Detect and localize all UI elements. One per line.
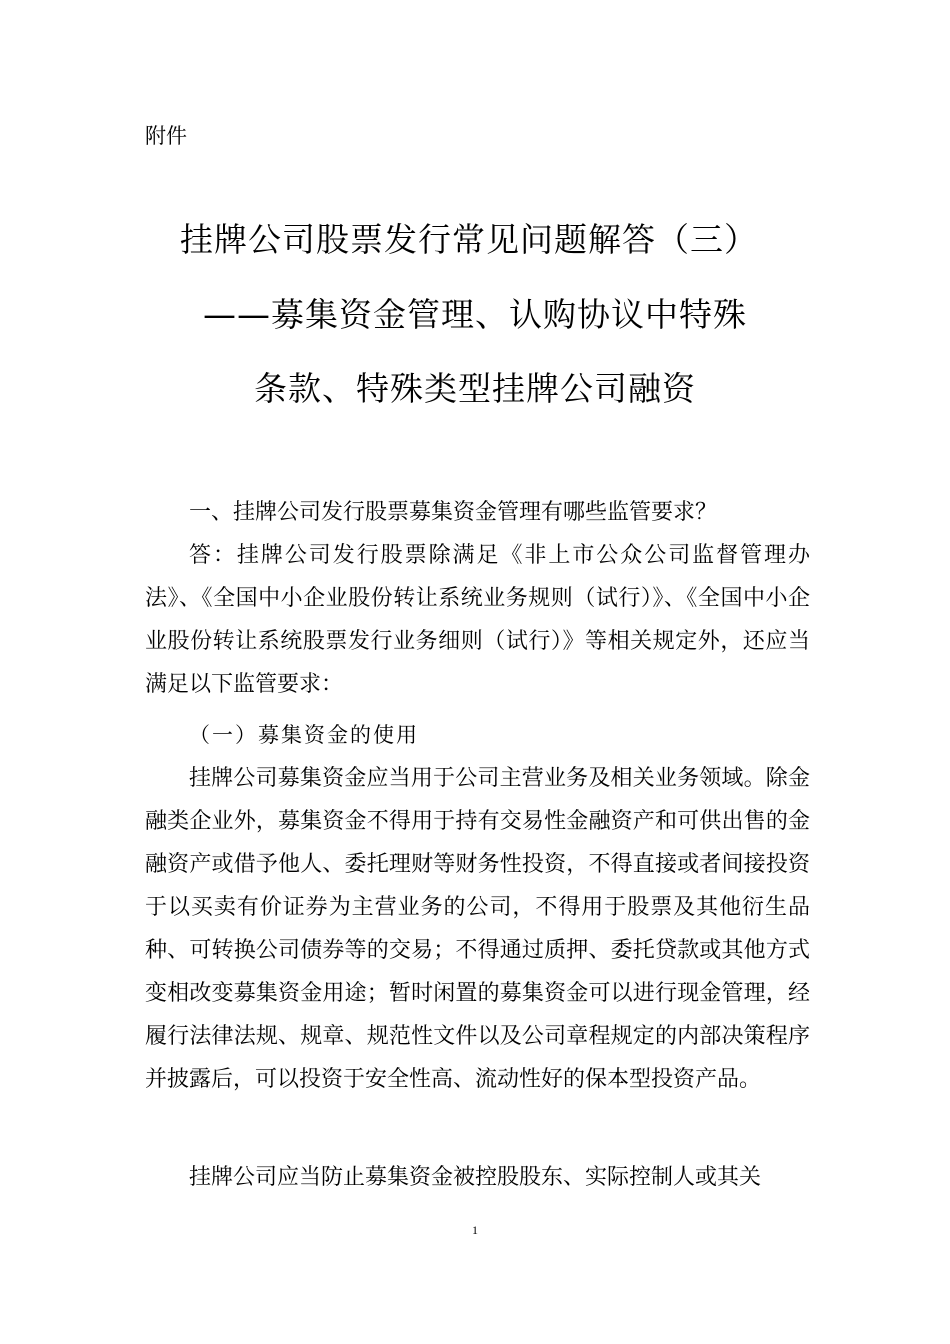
page-number: 1 [472,1223,478,1237]
question-heading: 一、挂牌公司发行股票募集资金管理有哪些监管要求？ [189,500,718,525]
answer-paragraph: 答：挂牌公司发行股票除满足《非上市公众公司监督管理办法》、《全国中小企业股份转让系统业务规则（试行）》、《全国中小企业股份转让系统股票发行业务细则（试行）》等相关规定外，还应当满足以下监管要求： [145,543,810,697]
document-title-line-1: 挂牌公司股票发行常见问题解答（三） [180,220,758,259]
document-title-line-3: 条款、特殊类型挂牌公司融资 [254,369,696,408]
body-paragraph-continued: 挂牌公司应当防止募集资金被控股股东、实际控制人或其关 [189,1165,762,1190]
document-title-line-2: ——募集资金管理、认购协议中特殊 [203,295,747,334]
section-subheading: （一）募集资金的使用 [189,723,419,747]
body-paragraph: 挂牌公司募集资金应当用于公司主营业务及相关业务领域。除金融类企业外，募集资金不得用于持有交易性金融资产和可供出售的金融资产或借予他人、委托理财等财务性投资，不得直接或者间接投资于以买卖有价证券为主营业务的公司，不得用于股票及其他衍生品种、可转换公司债券等的交易；不得通过质押、委托贷款或其他方式变相改变募集资金用途；暂时闲置的募集资金可以进行现金管理，经履行法律法规、规章、规范性文件以及公司章程规定的内部决策程序并披露后，可以投资于安全性高、流动性好的保本型投资产品。 [145,766,810,1092]
attachment-label: 附件 [145,124,187,148]
